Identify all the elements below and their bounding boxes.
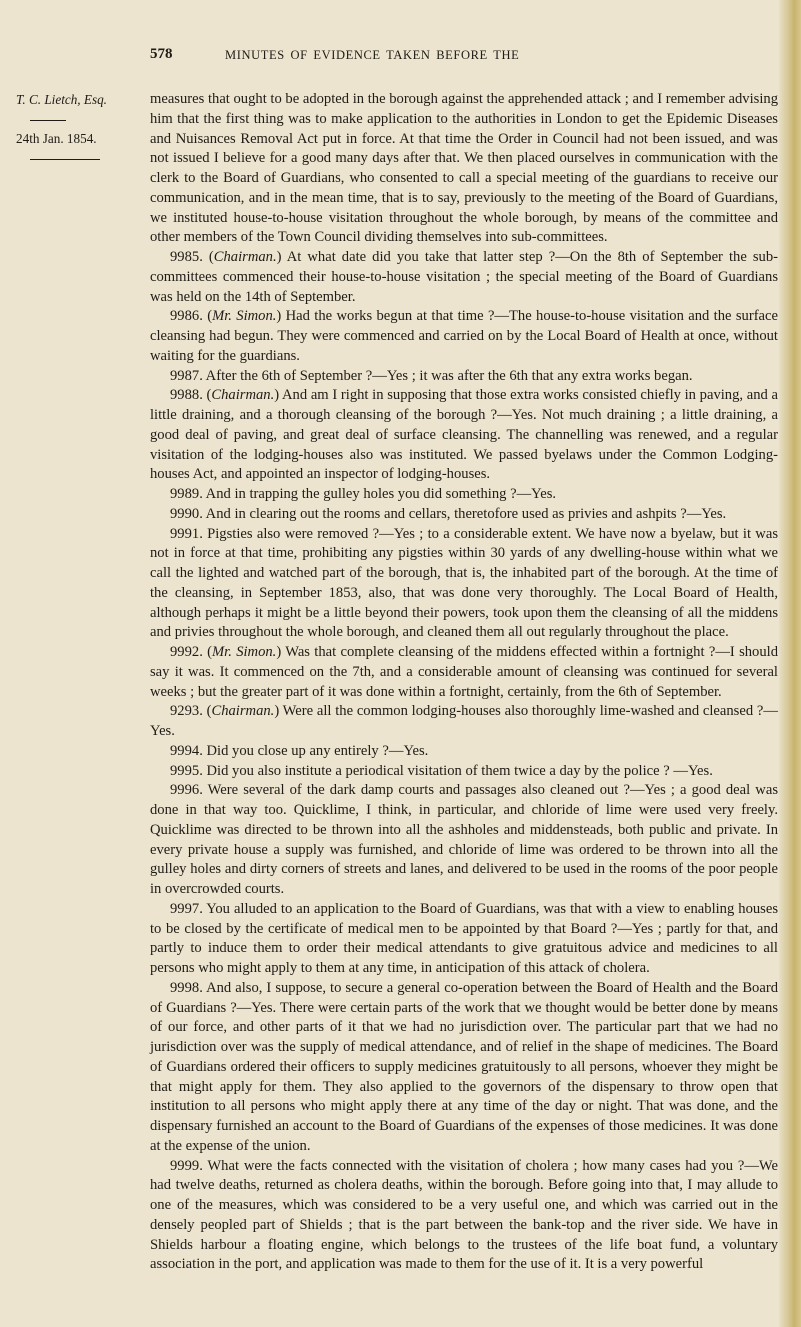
hearing-date: 24th Jan. 1854. [16, 131, 97, 147]
paragraph: 9989. And in trapping the gulley holes you did something ?—Yes. [170, 486, 557, 502]
margin-notes [16, 90, 140, 168]
paragraph: 9986. (Mr. Simon.) Had the works begun at that time ?—The house-to-house visitation and the surface cleansing had begun. They were commenced and carried on by the Local Board of Health at once, without waiting for the guardians. [150, 308, 778, 364]
paragraph: 9995. Did you also institute a periodical visitation of them twice a day by the police ? —Yes. [170, 762, 713, 779]
paragraph: 9987. After the 6th of September ?—Yes ; it was after the 6th that any extra works began. [170, 367, 693, 384]
evidence-text [150, 90, 778, 1275]
witness-name: T. C. Lietch, Esq. [16, 92, 107, 107]
paragraph: 9996. Were several of the dark damp courts and passages also cleaned out ?—Yes ; a good deal was done in that way too. Quicklime, I think, in particular, and chloride of lime were used very freely. Quicklime was directed to be thrown into all the ashholes and middensteads, both public and private. In every private house a supply was furnished, and chloride of lime was ordered to be thrown into all the gulley holes and dirty corners of streets and lanes, and delivered to be used in the rooms of the poor people in overcrowded courts. [150, 782, 778, 897]
paragraph: 9990. And in clearing out the rooms and cellars, theretofore used as privies and ashpits ?—Yes. [170, 505, 727, 522]
margin-rule-1 [16, 110, 140, 130]
paragraph: measures that ought to be adopted in the borough against the apprehended attack ; and I remember advising him that the first thing was to make application to the authorities in London to get the Epidemic Diseases and Nuisances Removal Act put in force. At that time the Order in Council had not been issued, and was not issued I believe for a good many days after that. We then placed ourselves in communication with the clerk to the Board of Guardians, who consented to call a special meeting of the guardians to receive our communication, and in the mean time, that is to say, previously to the meeting of the Board of Guardians, we instituted house-to-house visitation throughout the whole borough, by means of the committee and other members of the Town Council dividing themselves into sub-committees. [150, 91, 778, 246]
paragraph: 9991. Pigsties also were removed ?—Yes ; to a considerable extent. We have now a byelaw, but it was not in force at that time, prohibiting any pigsties within 30 yards of any dwelling-house within what we call the lighted and watched part of the borough, that is, the inhabited part of the borough. At the time of the cleansing, in September 1853, also, that was done very thoroughly. The Local Board of Health, although perhaps it might be a little beyond their powers, took upon them the cleansing of all the middens and privies throughout the whole borough, and cleaned them all out regularly throughout the place. [150, 525, 778, 641]
paragraph: 9999. What were the facts connected with the visitation of cholera ; how many cases had you ?—We had twelve deaths, returned as cholera deaths, within the borough. Before going into that, I may allude to one of the measures, which was considered to be a very useful one, and which was carried out in the densely peopled part of Shields ; that is the part between the bank-top and the river side. We have in Shields harbour a floating engine, which belongs to the trustees of the life boat fund, a voluntary association in the port, and application was made to them for the use of it. It is a very powerful [150, 1157, 778, 1273]
paragraph: 9994. Did you close up any entirely ?—Yes. [170, 742, 429, 759]
paragraph: 9293. (Chairman.) Were all the common lodging-houses also thoroughly lime-washed and cleansed ?—Yes. [150, 703, 778, 739]
paragraph: 9992. (Mr. Simon.) Was that complete cleansing of the middens effected within a fortnight ?—I should say it was. It commenced on the 7th, and a considerable amount of cleansing was continued for several weeks ; but the greater part of it was done within a fortnight, certainly, from the 6th of September. [150, 644, 778, 700]
paragraph: 9985. (Chairman.) At what date did you take that latter step ?—On the 8th of September the sub-committees commenced their house-to-house visitation ; the special meeting of the Board of Guardians was held on the 14th of September. [150, 249, 778, 305]
margin-rule-2 [16, 149, 140, 169]
paragraph: 9998. And also, I suppose, to secure a general co-operation between the Board of Health and the Board of Guardians ?—Yes. There were certain parts of the work that we thought would be better done by means of our force, and other parts of it that we had no jurisdiction over. The particular part that we had no jurisdiction over was the supply of medical attendance, and of relief in the shape of medicines. The Board of Guardians ordered their officers to supply medicines gratuitously to all persons, whoever they might be that might apply for them. They also applied to the governors of the dispensary to throw open that institution to all persons who might apply there at any time of the day or night. That was done, and the dispensary furnished an account to the Board of Guardians of the expenses of those medicines. It was done at the expense of the union. [150, 979, 778, 1154]
paragraph: 9997. You alluded to an application to the Board of Guardians, was that with a view to enabling houses to be closed by the certificate of medical men to be appointed by that Board ?—Yes ; partly for that, and partly to induce them to order their medical attendants to give gratuitous advice and medicines to all persons who might apply to them at any time, in anticipation of this attack of cholera. [150, 900, 778, 976]
page-edge [779, 0, 801, 1327]
running-head: MINUTES OF EVIDENCE TAKEN BEFORE THE [225, 48, 520, 62]
paragraph: 9988. (Chairman.) And am I right in supposing that those extra works consisted chiefly in paving, and a little draining, and a thorough cleansing of the borough ?—Yes. Not much draining ; a little draining, a good deal of paving, and great deal of surface cleansing. The channelling was renewed, and a regular visitation of the lodging-houses also was instituted. We passed byelaws under the Common Lodging-houses Act, and appointed an inspector of lodging-houses. [150, 387, 778, 483]
page-header [150, 46, 770, 68]
page-number: 578 [150, 46, 173, 62]
